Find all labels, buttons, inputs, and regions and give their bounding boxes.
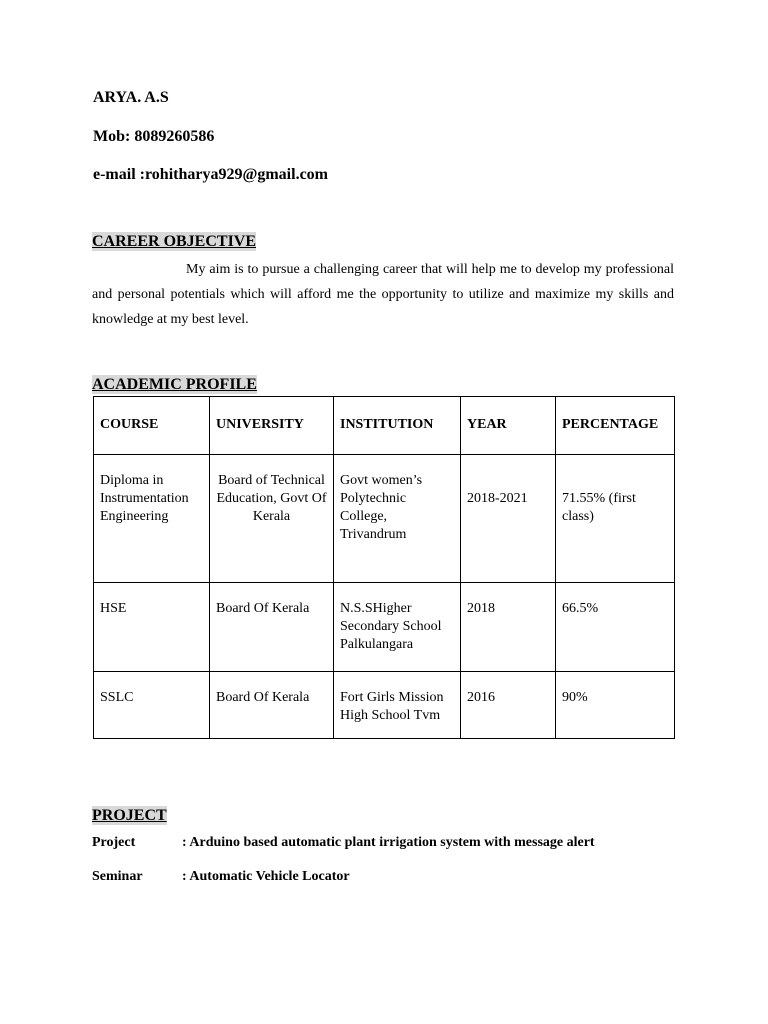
institution-cell: Fort Girls Mission High School Tvm (334, 672, 461, 739)
project-item-label: Project (92, 835, 136, 850)
career-objective-text: My aim is to pursue a challenging career that will help me to develop my professional and personal potentials which will afford me the opportunity to utilize and maximize my skills and knowledge at my best level. (92, 262, 674, 327)
institution-cell: N.S.SHigher Secondary School Palkulangara (334, 583, 461, 672)
percentage-cell: 71.55% (first class) (556, 455, 675, 583)
course-cell: HSE (94, 583, 210, 672)
year-cell: 2018 (461, 583, 556, 672)
table-row (94, 583, 675, 672)
column-header: YEAR (461, 397, 556, 455)
candidate-name: ARYA. A.S (93, 89, 169, 106)
year-cell: 2016 (461, 672, 556, 739)
percentage-cell: 90% (556, 672, 675, 739)
column-header: PERCENTAGE (556, 397, 675, 455)
course-cell: SSLC (94, 672, 210, 739)
seminar-item-value: : Automatic Vehicle Locator (182, 869, 350, 884)
column-header: UNIVERSITY (210, 397, 334, 455)
seminar-item (92, 869, 350, 885)
university-cell: Board of Technical Education, Govt Of Kerala (210, 455, 334, 583)
academic-profile-heading: ACADEMIC PROFILE (92, 376, 257, 393)
institution-cell: Govt women’s Polytechnic College, Trivandrum (334, 455, 461, 583)
project-item-value: : Arduino based automatic plant irrigation system with message alert (182, 835, 595, 850)
course-cell: Diploma in Instrumentation Engineering (94, 455, 210, 583)
table-row (94, 455, 675, 583)
mobile-number: Mob: 8089260586 (93, 128, 215, 145)
table-row (94, 672, 675, 739)
percentage-cell: 66.5% (556, 583, 675, 672)
project-item (92, 835, 595, 851)
career-objective-heading: CAREER OBJECTIVE (92, 233, 257, 250)
seminar-item-label: Seminar (92, 869, 143, 884)
university-cell: Board Of Kerala (210, 583, 334, 672)
table-header-row (94, 397, 675, 455)
column-header: INSTITUTION (334, 397, 461, 455)
email-address: e-mail :rohitharya929@gmail.com (93, 166, 328, 183)
project-heading: PROJECT (92, 807, 167, 824)
column-header: COURSE (94, 397, 210, 455)
academic-table (93, 396, 675, 739)
university-cell: Board Of Kerala (210, 672, 334, 739)
year-cell: 2018-2021 (461, 455, 556, 583)
